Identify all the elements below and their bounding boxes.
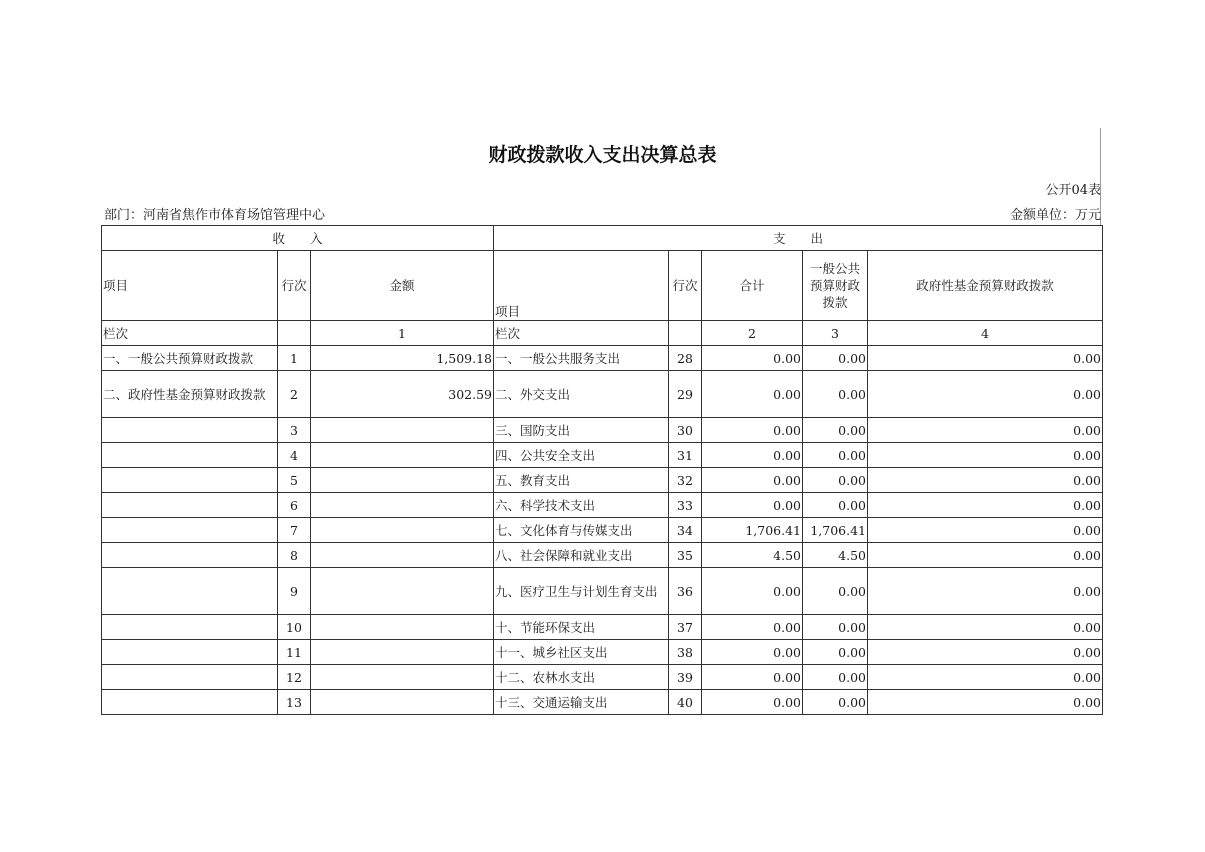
- row-income-line: 12: [278, 665, 311, 690]
- row-income-line: 9: [278, 568, 311, 615]
- row-expense-line: 30: [669, 418, 702, 443]
- col-header-line: 行次: [278, 251, 311, 321]
- row-gov-fund: 0.00: [868, 543, 1103, 568]
- col-header-gov-fund: 政府性基金预算财政拨款: [868, 251, 1103, 321]
- row-total: 1,706.41: [702, 518, 803, 543]
- unit-label: 金额单位：万元: [1009, 208, 1101, 223]
- row-gov-fund: 0.00: [868, 371, 1103, 418]
- index-exp-label: 栏次: [494, 321, 669, 346]
- row-general: 0.00: [803, 568, 868, 615]
- row-total: 0.00: [702, 346, 803, 371]
- row-expense-line: 38: [669, 640, 702, 665]
- row-general: 1,706.41: [803, 518, 868, 543]
- row-expense-item: 二、外交支出: [494, 371, 669, 418]
- row-general: 0.00: [803, 371, 868, 418]
- income-group-header: 收 入: [102, 226, 494, 251]
- row-expense-item: 十二、农林水支出: [494, 665, 669, 690]
- row-gov-fund: 0.00: [868, 346, 1103, 371]
- row-general: 0.00: [803, 493, 868, 518]
- index-label: 栏次: [102, 321, 278, 346]
- row-expense-item: 六、科学技术支出: [494, 493, 669, 518]
- row-income-line: 2: [278, 371, 311, 418]
- table-row: [102, 371, 1103, 418]
- col-header-amount: 金额: [311, 251, 494, 321]
- row-total: 0.00: [702, 443, 803, 468]
- row-income-item: [102, 418, 278, 443]
- settlement-table: [101, 225, 1103, 715]
- index-amount-no: 1: [311, 321, 494, 346]
- row-expense-item: 三、国防支出: [494, 418, 669, 443]
- row-income-item: [102, 468, 278, 493]
- row-income-line: 4: [278, 443, 311, 468]
- expense-group-header: 支 出: [494, 226, 1103, 251]
- table-row: [102, 640, 1103, 665]
- row-general: 0.00: [803, 615, 868, 640]
- row-income-amount: 1,509.18: [311, 346, 494, 371]
- row-expense-line: 31: [669, 443, 702, 468]
- index-total-no: 2: [702, 321, 803, 346]
- row-expense-line: 37: [669, 615, 702, 640]
- row-gov-fund: 0.00: [868, 568, 1103, 615]
- row-total: 0.00: [702, 418, 803, 443]
- row-income-item: [102, 543, 278, 568]
- row-income-line: 10: [278, 615, 311, 640]
- row-income-item: [102, 518, 278, 543]
- row-expense-line: 29: [669, 371, 702, 418]
- row-general: 4.50: [803, 543, 868, 568]
- col-header-exp-line: 行次: [669, 251, 702, 321]
- row-total: 0.00: [702, 615, 803, 640]
- index-gov-fund-no: 4: [868, 321, 1103, 346]
- row-expense-item: 五、教育支出: [494, 468, 669, 493]
- row-expense-line: 34: [669, 518, 702, 543]
- index-exp-line-empty: [669, 321, 702, 346]
- row-expense-item: 十、节能环保支出: [494, 615, 669, 640]
- form-code: 公开04表: [1045, 183, 1101, 198]
- row-expense-item: 十三、交通运输支出: [494, 690, 669, 715]
- row-general: 0.00: [803, 443, 868, 468]
- row-general: 0.00: [803, 690, 868, 715]
- row-income-item: [102, 640, 278, 665]
- row-income-item: [102, 443, 278, 468]
- row-income-line: 5: [278, 468, 311, 493]
- row-total: 0.00: [702, 493, 803, 518]
- row-income-amount: [311, 418, 494, 443]
- row-expense-item: 四、公共安全支出: [494, 443, 669, 468]
- row-income-amount: [311, 493, 494, 518]
- row-total: 4.50: [702, 543, 803, 568]
- row-gov-fund: 0.00: [868, 418, 1103, 443]
- group-header-row: [102, 226, 1103, 251]
- row-general: 0.00: [803, 418, 868, 443]
- table-row: [102, 443, 1103, 468]
- table-row: [102, 568, 1103, 615]
- col-header-general: 一般公共预算财政拨款: [803, 251, 868, 321]
- row-income-amount: [311, 443, 494, 468]
- row-gov-fund: 0.00: [868, 443, 1103, 468]
- row-income-item: [102, 615, 278, 640]
- row-general: 0.00: [803, 640, 868, 665]
- row-income-line: 6: [278, 493, 311, 518]
- row-gov-fund: 0.00: [868, 665, 1103, 690]
- table-row: [102, 543, 1103, 568]
- row-income-amount: [311, 468, 494, 493]
- row-expense-item: 八、社会保障和就业支出: [494, 543, 669, 568]
- row-income-line: 7: [278, 518, 311, 543]
- table-row: [102, 493, 1103, 518]
- row-income-line: 8: [278, 543, 311, 568]
- row-gov-fund: 0.00: [868, 615, 1103, 640]
- col-header-item: 项目: [102, 251, 278, 321]
- row-income-line: 1: [278, 346, 311, 371]
- index-general-no: 3: [803, 321, 868, 346]
- table-row: [102, 615, 1103, 640]
- row-expense-item: 七、文化体育与传媒支出: [494, 518, 669, 543]
- column-header-row: [102, 251, 1103, 321]
- row-income-line: 13: [278, 690, 311, 715]
- index-line-empty: [278, 321, 311, 346]
- row-income-line: 3: [278, 418, 311, 443]
- row-income-item: [102, 493, 278, 518]
- index-row: [102, 321, 1103, 346]
- row-total: 0.00: [702, 371, 803, 418]
- row-income-amount: [311, 518, 494, 543]
- page-title: 财政拨款收入支出决算总表: [488, 144, 717, 166]
- row-income-amount: 302.59: [311, 371, 494, 418]
- row-total: 0.00: [702, 690, 803, 715]
- row-expense-line: 36: [669, 568, 702, 615]
- row-income-amount: [311, 568, 494, 615]
- row-expense-item: 九、医疗卫生与计划生育支出: [494, 568, 669, 615]
- row-income-item: [102, 690, 278, 715]
- row-income-amount: [311, 615, 494, 640]
- row-general: 0.00: [803, 346, 868, 371]
- row-income-item: 二、政府性基金预算财政拨款: [102, 371, 278, 418]
- row-expense-line: 28: [669, 346, 702, 371]
- table-row: [102, 418, 1103, 443]
- row-income-amount: [311, 543, 494, 568]
- row-gov-fund: 0.00: [868, 640, 1103, 665]
- row-total: 0.00: [702, 568, 803, 615]
- row-expense-line: 39: [669, 665, 702, 690]
- row-income-item: [102, 665, 278, 690]
- row-expense-line: 40: [669, 690, 702, 715]
- row-expense-line: 32: [669, 468, 702, 493]
- row-expense-item: 十一、城乡社区支出: [494, 640, 669, 665]
- row-gov-fund: 0.00: [868, 518, 1103, 543]
- col-header-total: 合计: [702, 251, 803, 321]
- row-income-amount: [311, 690, 494, 715]
- row-gov-fund: 0.00: [868, 493, 1103, 518]
- row-income-amount: [311, 640, 494, 665]
- row-income-item: [102, 568, 278, 615]
- table-row: [102, 468, 1103, 493]
- row-income-item: 一、一般公共预算财政拨款: [102, 346, 278, 371]
- table-row: [102, 665, 1103, 690]
- row-income-line: 11: [278, 640, 311, 665]
- table-row: [102, 518, 1103, 543]
- row-income-amount: [311, 665, 494, 690]
- row-general: 0.00: [803, 468, 868, 493]
- row-gov-fund: 0.00: [868, 468, 1103, 493]
- row-expense-item: 一、一般公共服务支出: [494, 346, 669, 371]
- row-total: 0.00: [702, 665, 803, 690]
- row-general: 0.00: [803, 665, 868, 690]
- row-total: 0.00: [702, 640, 803, 665]
- table-row: [102, 346, 1103, 371]
- row-gov-fund: 0.00: [868, 690, 1103, 715]
- department-label: 部门：河南省焦作市体育场馆管理中心: [104, 208, 326, 223]
- row-expense-line: 35: [669, 543, 702, 568]
- row-total: 0.00: [702, 468, 803, 493]
- table-row: [102, 690, 1103, 715]
- row-expense-line: 33: [669, 493, 702, 518]
- col-header-exp-item: 项目: [494, 251, 669, 321]
